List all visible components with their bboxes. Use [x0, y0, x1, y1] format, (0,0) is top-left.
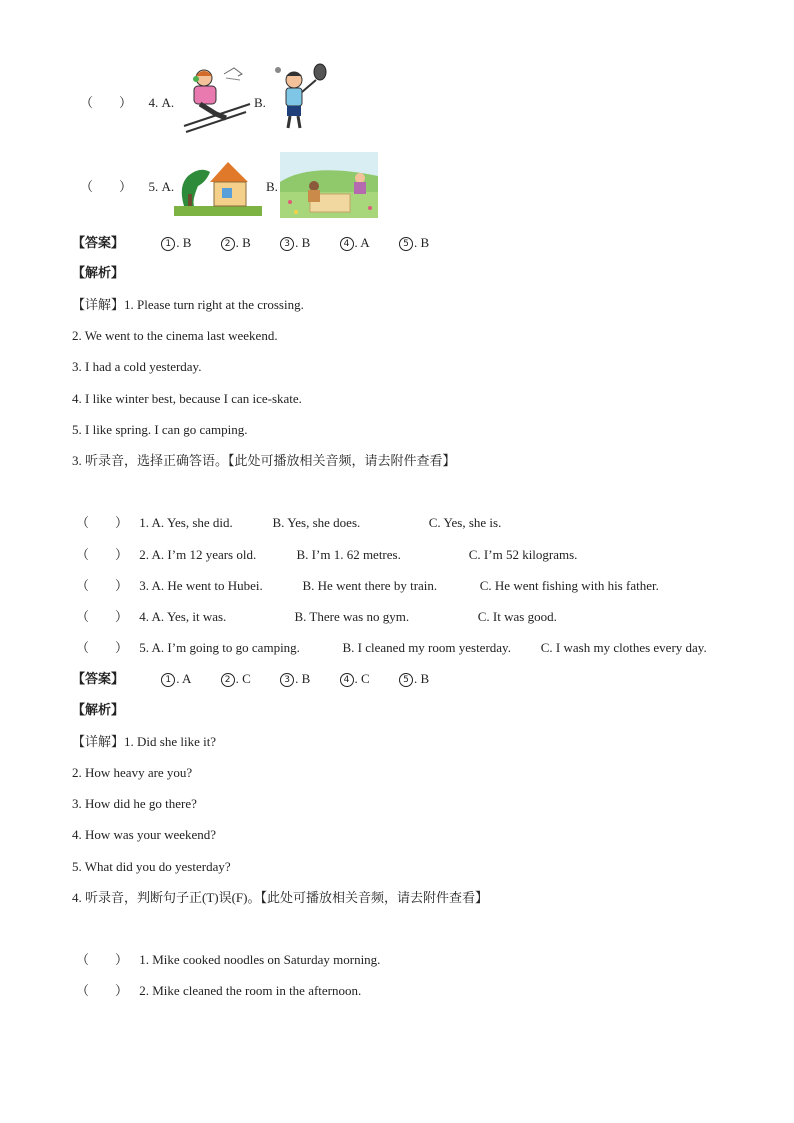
- q5-row: [80, 178, 174, 196]
- detail-line: 【详解】1. Please turn right at the crossing.: [72, 297, 304, 312]
- answer-paren: （ ）: [80, 95, 133, 110]
- answer-row-section3: [72, 670, 455, 689]
- q4-option-b-label: B.: [254, 95, 266, 110]
- detail-line: 4. How was your weekend?: [72, 827, 217, 842]
- question-number: 5. A.: [148, 179, 175, 194]
- question-row: （ ） 2. A. I’m 12 years old. B. I’m 1. 62 metres. C. I’m 52 kilograms.: [76, 547, 578, 562]
- q5-option-b-label: B.: [266, 179, 278, 194]
- answer-item: 5 . B: [399, 234, 429, 252]
- detail-line: 3. How did he go there?: [72, 796, 197, 811]
- answer-item: 4 . C: [340, 670, 370, 688]
- question-row: （ ） 3. A. He went to Hubei. B. He went there by train. C. He went fishing with his father.: [76, 578, 659, 593]
- picnic-scene-image: [280, 152, 378, 218]
- question-row: （ ） 1. Mike cooked noodles on Saturday morning.: [76, 952, 381, 967]
- detail-line: 4. I like winter best, because I can ice-skate.: [72, 391, 302, 406]
- detail-label: 【详解】: [72, 297, 125, 312]
- answer-item: 4 . A: [340, 234, 370, 252]
- answer-label: 【答案】: [72, 672, 125, 687]
- detail-line: 2. We went to the cinema last weekend.: [72, 328, 278, 343]
- answer-row-section2: [72, 234, 455, 253]
- detail-line: 5. What did you do yesterday?: [72, 859, 231, 874]
- answer-item: 1 . A: [161, 670, 191, 688]
- question-row: （ ） 4. A. Yes, it was. B. There was no gym. C. It was good.: [76, 609, 557, 624]
- question-row: （ ） 2. Mike cleaned the room in the afternoon.: [76, 983, 362, 998]
- answer-item: 5 . B: [399, 670, 429, 688]
- detail-label: 【详解】: [72, 734, 125, 749]
- q4-row: [80, 94, 174, 112]
- answer-item: 3 . B: [280, 234, 310, 252]
- detail-line: 3. I had a cold yesterday.: [72, 359, 202, 374]
- detail-line: 2. How heavy are you?: [72, 765, 193, 780]
- badminton-boy-image: [268, 60, 332, 132]
- answer-paren: （ ）: [80, 179, 133, 194]
- answer-item: 1 . B: [161, 234, 191, 252]
- detail-line: 【详解】1. Did she like it?: [72, 734, 217, 749]
- answer-item: 3 . B: [280, 670, 310, 688]
- detail-line: 5. I like spring. I can go camping.: [72, 422, 248, 437]
- answer-item: 2 . B: [221, 234, 251, 252]
- section4-title: 4. 听录音，判断句子正(T)误(F)。【此处可播放相关音频，请去附件查看】: [72, 890, 488, 905]
- analysis-label: 【解析】: [72, 266, 125, 281]
- skiing-girl-image: [180, 64, 252, 136]
- section3-title: 3. 听录音，选择正确答语。【此处可播放相关音频，请去附件查看】: [72, 453, 456, 468]
- answer-item: 2 . C: [221, 670, 251, 688]
- question-row: （ ） 5. A. I’m going to go camping. B. I cleaned my room yesterday. C. I wash my clothes every day.: [76, 640, 707, 655]
- question-number: 4. A.: [148, 95, 175, 110]
- question-row: （ ） 1. A. Yes, she did. B. Yes, she does. C. Yes, she is.: [76, 515, 502, 530]
- analysis-label: 【解析】: [72, 703, 125, 718]
- answer-label: 【答案】: [72, 236, 125, 251]
- windy-house-image: [174, 154, 262, 216]
